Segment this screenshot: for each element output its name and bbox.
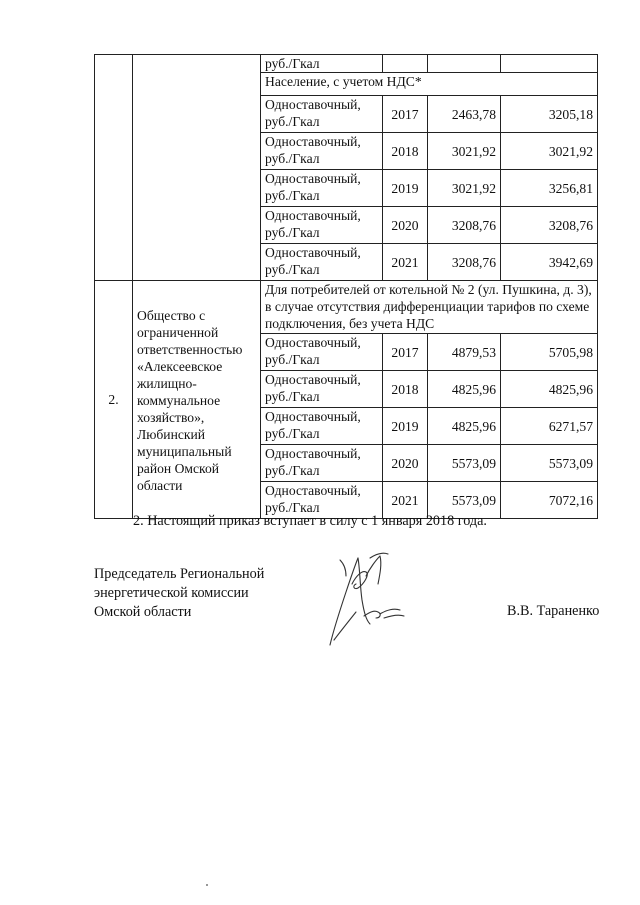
- org2-name-cell: Общество с ограниченной ответственностью «Алексеевское жилищно-коммунальное хозяйство», Любинский муниципальный район Омской области: [133, 281, 261, 519]
- year-cell: 2017: [383, 334, 428, 371]
- tariff-table: [94, 54, 598, 519]
- year-cell: 2018: [383, 133, 428, 170]
- unit-cell: Одноставочный, руб./Гкал: [261, 371, 383, 408]
- value1-cell: 4825,96: [428, 371, 501, 408]
- value1-cell: 3021,92: [428, 133, 501, 170]
- value2-cell: 3021,92: [501, 133, 598, 170]
- table-row: [95, 55, 598, 73]
- year-cell: 2018: [383, 371, 428, 408]
- value2-cell: 4825,96: [501, 371, 598, 408]
- unit-cell: Одноставочный, руб./Гкал: [261, 207, 383, 244]
- scan-dot: [206, 884, 208, 886]
- value1-cell: 3208,76: [428, 207, 501, 244]
- value1-cell: 4879,53: [428, 334, 501, 371]
- value2-cell: 6271,57: [501, 408, 598, 445]
- unit-cell: Одноставочный, руб./Гкал: [261, 170, 383, 207]
- clause-2-text: 2. Настоящий приказ вступает в силу с 1 января 2018 года.: [133, 513, 487, 529]
- group2-label: Для потребителей от котельной № 2 (ул. Пушкина, д. 3), в случае отсутствия дифференциации тарифов по схеме подключения, без учета НДС: [261, 281, 598, 334]
- signatory-title-line: Председатель Региональной: [94, 566, 265, 582]
- value2-cell: 3256,81: [501, 170, 598, 207]
- unit-cell: Одноставочный, руб./Гкал: [261, 334, 383, 371]
- value1-cell: 2463,78: [428, 96, 501, 133]
- top-v1-cell: [428, 55, 501, 73]
- year-cell: 2020: [383, 445, 428, 482]
- top-v2-cell: [501, 55, 598, 73]
- year-cell: 2021: [383, 244, 428, 281]
- year-cell: 2019: [383, 408, 428, 445]
- value2-cell: 3208,76: [501, 207, 598, 244]
- year-cell: 2020: [383, 207, 428, 244]
- unit-cell: Одноставочный, руб./Гкал: [261, 133, 383, 170]
- unit-cell: Одноставочный, руб./Гкал: [261, 244, 383, 281]
- signatory-title: [94, 565, 264, 622]
- value1-cell: 4825,96: [428, 408, 501, 445]
- org2-number-cell: 2.: [95, 281, 133, 519]
- table-row: [95, 281, 598, 334]
- year-cell: 2017: [383, 96, 428, 133]
- signatory-title-line: энергетической комиссии: [94, 585, 249, 601]
- value2-cell: 5705,98: [501, 334, 598, 371]
- year-cell: 2021: [383, 482, 428, 519]
- value1-cell: 5573,09: [428, 445, 501, 482]
- value2-cell: 7072,16: [501, 482, 598, 519]
- signatory-name: В.В. Тараненко: [507, 603, 600, 619]
- value2-cell: 3942,69: [501, 244, 598, 281]
- unit-cell: Одноставочный, руб./Гкал: [261, 445, 383, 482]
- org1-name-cell: [133, 55, 261, 281]
- value1-cell: 3208,76: [428, 244, 501, 281]
- signatory-title-line: Омской области: [94, 604, 192, 620]
- value2-cell: 3205,18: [501, 96, 598, 133]
- top-year-cell: [383, 55, 428, 73]
- top-unit-cell: руб./Гкал: [261, 55, 383, 73]
- value2-cell: 5573,09: [501, 445, 598, 482]
- year-cell: 2019: [383, 170, 428, 207]
- unit-cell: Одноставочный, руб./Гкал: [261, 96, 383, 133]
- group1-label: Население, с учетом НДС*: [261, 73, 598, 96]
- value1-cell: 5573,09: [428, 482, 501, 519]
- unit-cell: Одноставочный, руб./Гкал: [261, 408, 383, 445]
- handwritten-signature: [300, 540, 420, 650]
- value1-cell: 3021,92: [428, 170, 501, 207]
- unit-cell: Одноставочный, руб./Гкал: [261, 482, 383, 519]
- org1-number-cell: [95, 55, 133, 281]
